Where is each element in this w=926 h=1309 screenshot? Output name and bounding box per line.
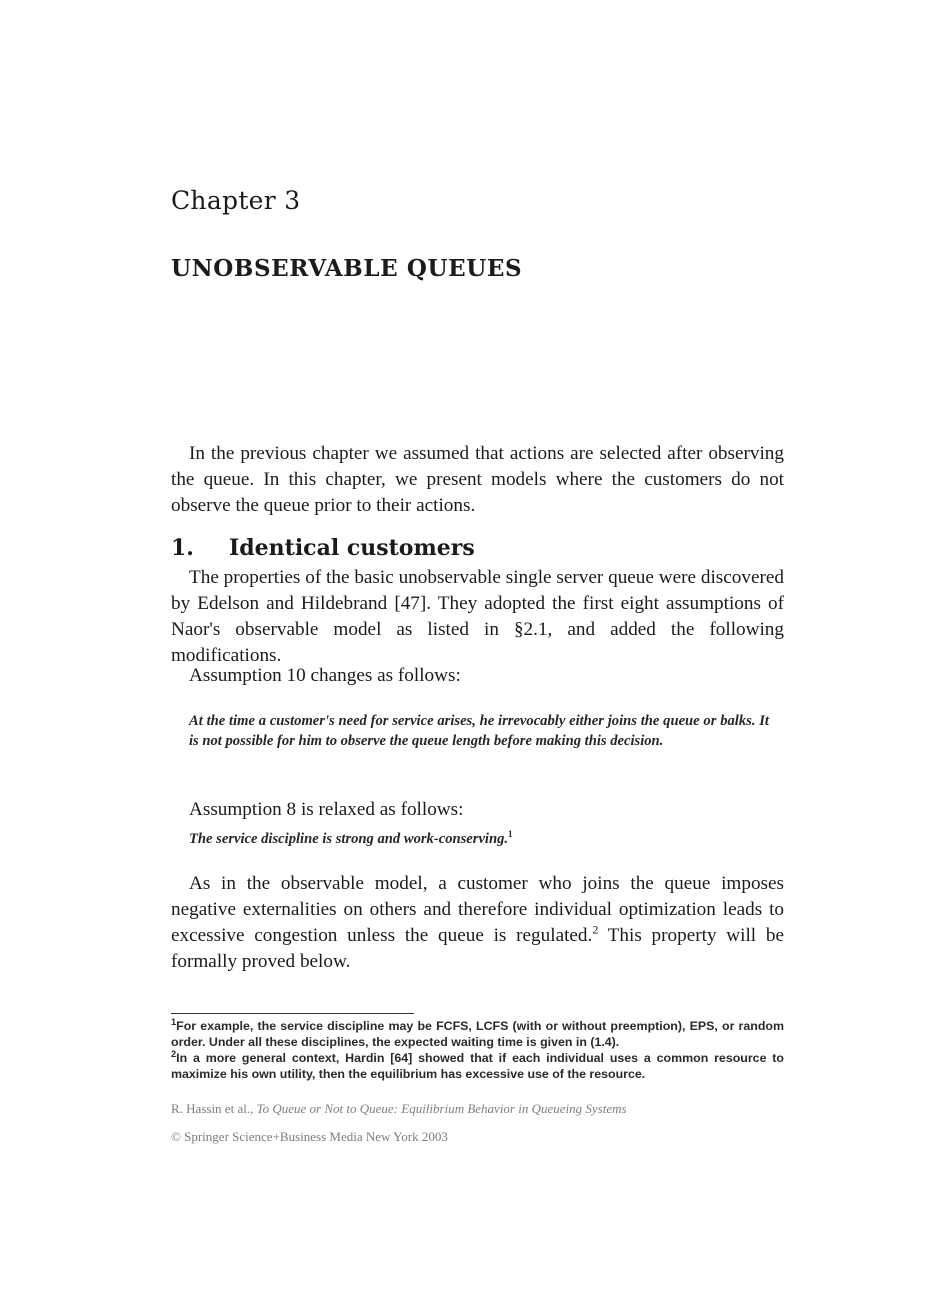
- assumption-8-body: The service discipline is strong and work-conserving.: [189, 831, 509, 847]
- footnote-ref-1: 1: [508, 829, 513, 840]
- section-paragraph-2: [171, 871, 784, 975]
- footnote-rule: [171, 1013, 414, 1014]
- footnote-1: [171, 1018, 784, 1050]
- footnote-mark: 1: [171, 1016, 177, 1027]
- footnotes: [171, 1018, 784, 1082]
- section-heading: [171, 535, 475, 561]
- footnote-mark: 2: [171, 1048, 177, 1059]
- footnote-2: [171, 1050, 784, 1082]
- book-credit: [171, 1101, 627, 1117]
- credit-authors: R. Hassin et al.,: [171, 1101, 257, 1116]
- credit-book-title: To Queue or Not to Queue: Equilibrium Behavior in Queueing Systems: [256, 1101, 627, 1116]
- section-number: 1.: [171, 535, 194, 561]
- paragraph-2-part-a: As in the observable model, a customer who joins the queue imposes negative externalities on others and therefore individual optimization leads to excessive congestion unless the queue is regulated.: [171, 873, 784, 946]
- section-paragraph-1: The properties of the basic unobservable single server queue were discovered by Edelson and Hildebrand [47]. They adopted the first eight assumptions of Naor's observable model as listed in §2.1, and added the following modifications.: [171, 567, 784, 666]
- copyright-line: © Springer Science+Business Media New York 2003: [171, 1129, 448, 1144]
- assumption-8-intro: Assumption 8 is relaxed as follows:: [189, 799, 464, 820]
- assumption-10-text: At the time a customer's need for service arises, he irrevocably either joins the queue or balks. It is not possible for him to observe the queue length before making this decision.: [189, 713, 769, 749]
- section-title: Identical customers: [229, 535, 475, 561]
- footnote-text: In a more general context, Hardin [64] showed that if each individual uses a common resource to maximize his own utility, then the equilibrium has excessive use of the resource.: [171, 1051, 784, 1081]
- assumption-8-text: [189, 831, 513, 848]
- intro-paragraph: In the previous chapter we assumed that actions are selected after observing the queue. In this chapter, we present models where the customers do not observe the queue prior to their actions.: [171, 443, 784, 516]
- chapter-title: UNOBSERVABLE QUEUES: [171, 255, 523, 282]
- chapter-label: Chapter 3: [171, 186, 301, 215]
- assumption-10-intro: Assumption 10 changes as follows:: [189, 665, 461, 686]
- footnote-ref-2: 2: [592, 922, 599, 937]
- paragraph-2-part-b: This property will be formally proved below.: [171, 925, 784, 972]
- footnote-text: For example, the service discipline may be FCFS, LCFS (with or without preemption), EPS, or random order. Under all these disciplines, the expected waiting time is given in (1.4).: [171, 1019, 784, 1049]
